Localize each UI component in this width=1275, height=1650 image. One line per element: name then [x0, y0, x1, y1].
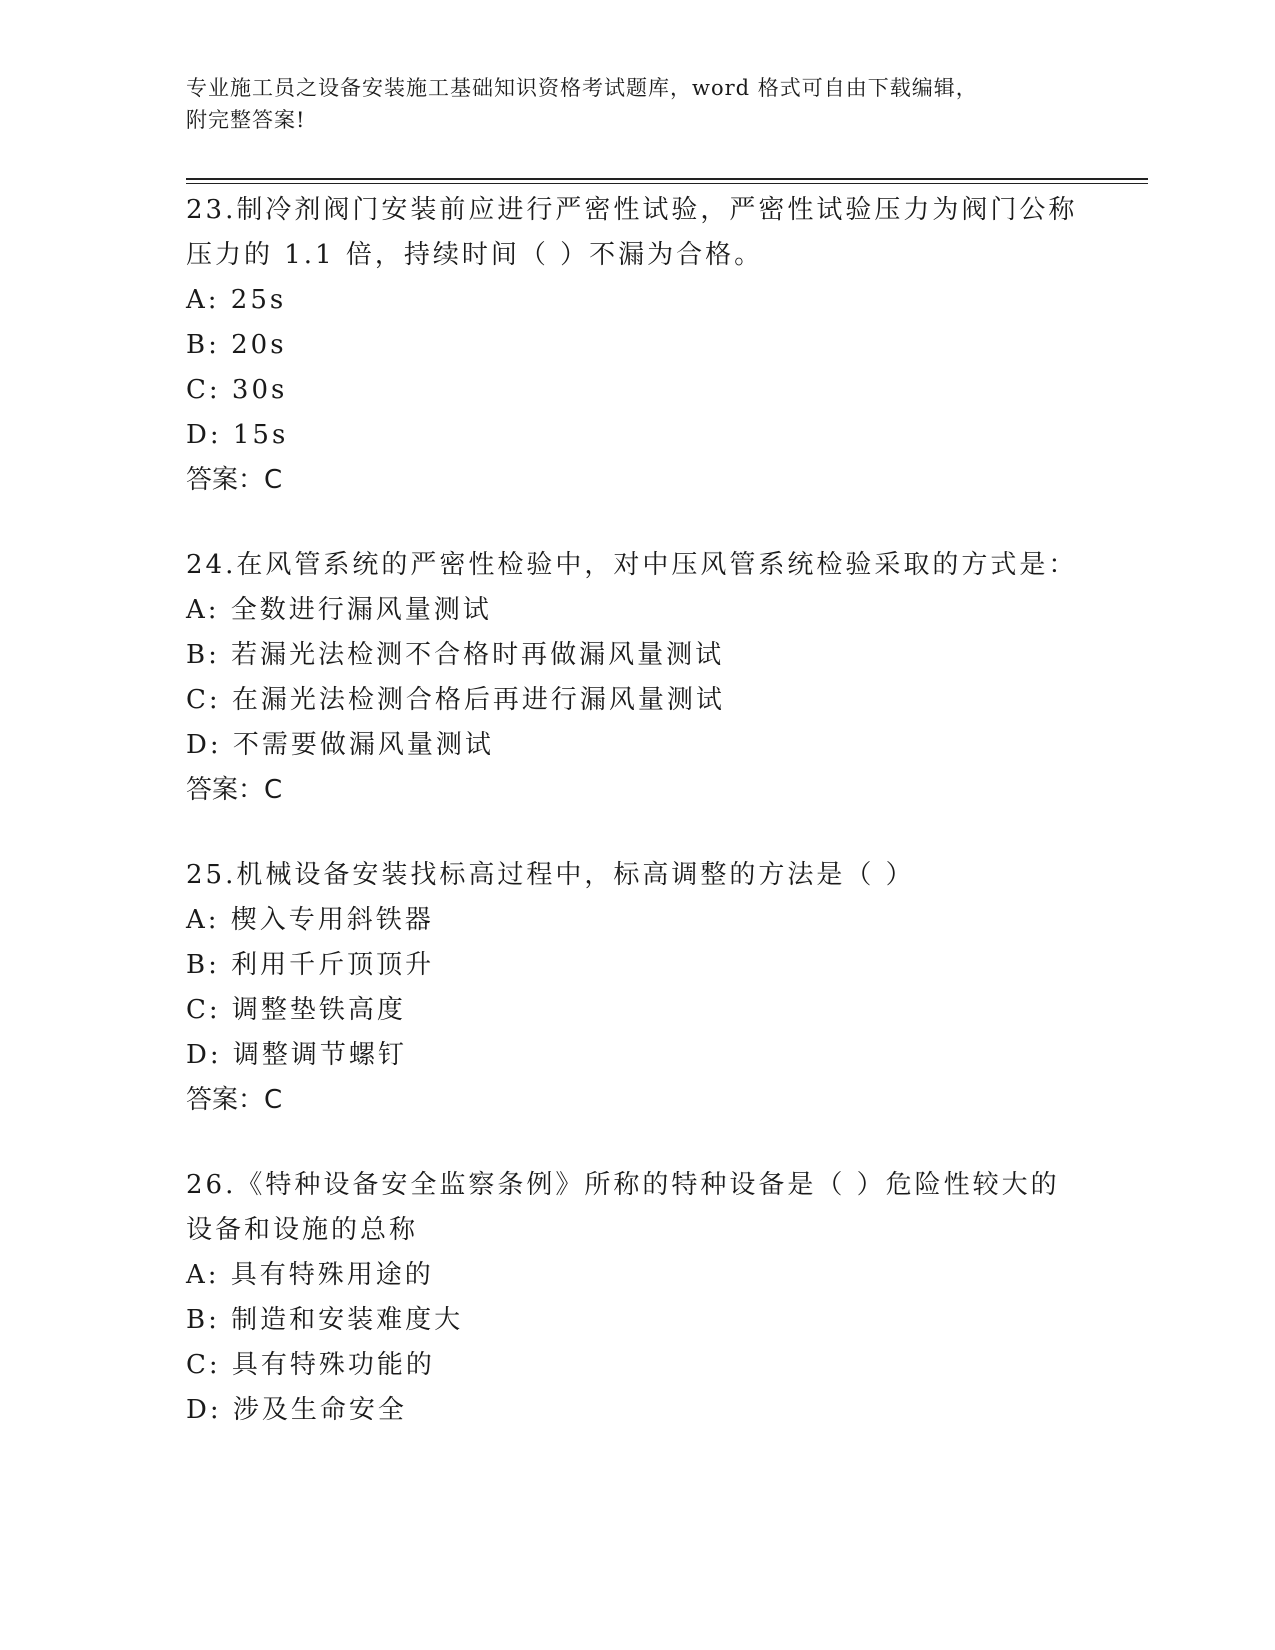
answer: 答案：C — [186, 775, 283, 805]
option-b: B: 利用千斤顶顶升 — [186, 950, 435, 980]
header-line-2: 附完整答案! — [186, 108, 306, 132]
option-b: B: 制造和安装难度大 — [186, 1305, 464, 1335]
question-stem: 23.制冷剂阀门安装前应进行严密性试验，严密性试验压力为阀门公称压力的 1.1 倍，持续时间（ ）不漏为合格。 — [186, 195, 1078, 270]
answer: 答案：C — [186, 1085, 283, 1115]
header-rule-thin — [186, 183, 1148, 184]
option-a: A: 25s — [186, 285, 287, 315]
option-c: C: 30s — [186, 375, 288, 405]
answer: 答案：C — [186, 465, 283, 495]
question-24 — [186, 543, 1086, 813]
question-stem: 24.在风管系统的严密性检验中，对中压风管系统检验采取的方式是： — [186, 550, 1078, 580]
question-26 — [186, 1163, 1086, 1433]
option-b: B: 20s — [186, 330, 287, 360]
question-stem: 25.机械设备安装找标高过程中，标高调整的方法是（ ） — [186, 860, 915, 890]
option-d: D: 15s — [186, 420, 289, 450]
option-c: C: 具有特殊功能的 — [186, 1350, 435, 1380]
header-rule-thick — [186, 178, 1148, 180]
option-c: C: 调整垫铁高度 — [186, 995, 406, 1025]
question-list — [186, 188, 1086, 1473]
question-25 — [186, 853, 1086, 1123]
question-stem: 26.《特种设备安全监察条例》所称的特种设备是（ ）危险性较大的设备和设施的总称 — [186, 1170, 1060, 1245]
option-a: A: 具有特殊用途的 — [186, 1260, 434, 1290]
question-23 — [186, 188, 1086, 503]
option-a: A: 楔入专用斜铁器 — [186, 905, 434, 935]
option-b: B: 若漏光法检测不合格时再做漏风量测试 — [186, 640, 725, 670]
header-line-1: 专业施工员之设备安装施工基础知识资格考试题库，word 格式可自由下载编辑， — [186, 76, 978, 100]
option-d: D: 调整调节螺钉 — [186, 1040, 407, 1070]
option-d: D: 不需要做漏风量测试 — [186, 730, 494, 760]
option-a: A: 全数进行漏风量测试 — [186, 595, 492, 625]
document-header — [186, 72, 1086, 136]
option-d: D: 涉及生命安全 — [186, 1395, 407, 1425]
option-c: C: 在漏光法检测合格后再进行漏风量测试 — [186, 685, 725, 715]
